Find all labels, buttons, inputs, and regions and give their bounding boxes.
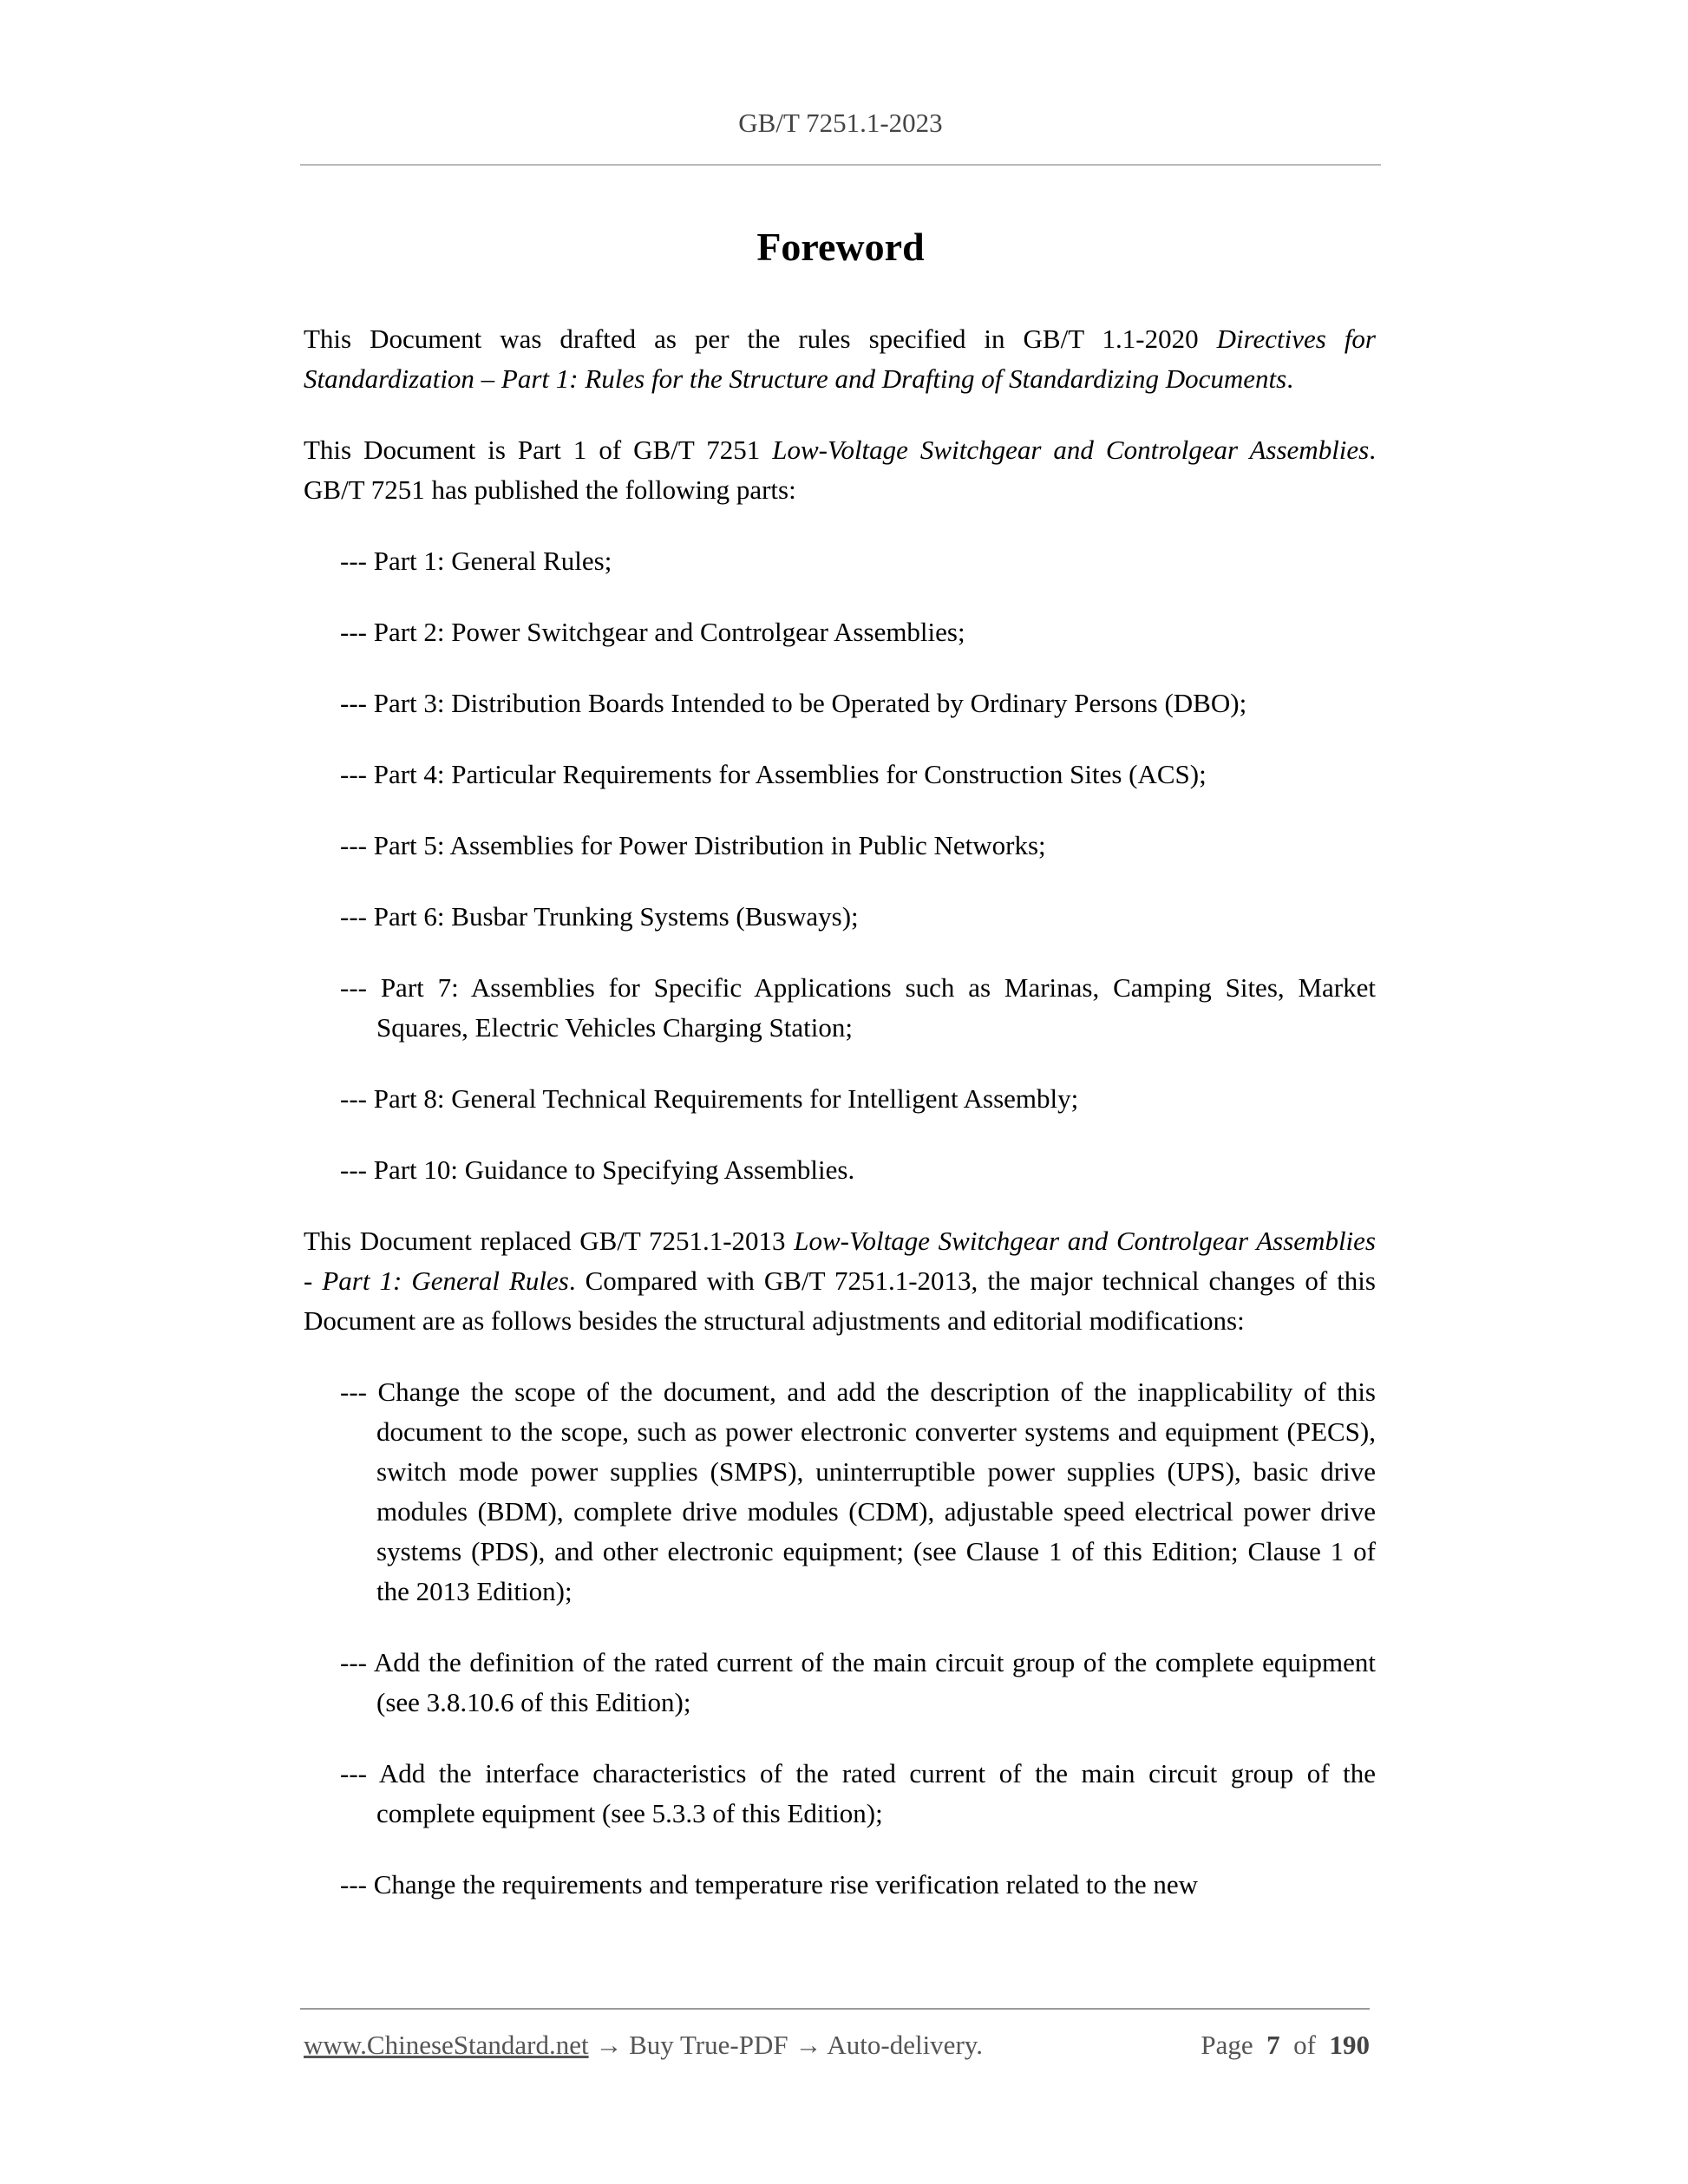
list-item: --- Part 1: General Rules; bbox=[340, 546, 612, 576]
list-item: --- Part 10: Guidance to Specifying Assemblies. bbox=[340, 1154, 855, 1185]
page-of: of bbox=[1293, 2030, 1316, 2060]
list-item: --- Part 2: Power Switchgear and Controlgear Assemblies; bbox=[340, 617, 965, 647]
page-total: 190 bbox=[1329, 2030, 1370, 2060]
list-item: --- Change the scope of the document, and add the description of the inapplicability of this document to the scope, such as power electronic converter systems and equipment (PECS), switch mode power supplies (SMPS), uninterruptible power supplies (UPS), basic drive modules (BDM), complete drive modules (CDM), adjustable speed electrical power drive systems (PDS), and other electronic equipment; (see Clause 1 of this Edition; Clause 1 of the 2013 Edition); bbox=[340, 1376, 1376, 1606]
list-item: --- Part 4: Particular Requirements for Assemblies for Construction Sites (ACS); bbox=[340, 759, 1207, 789]
intro-text: This Document was drafted as per the rules specified in GB/T 1.1-2020 bbox=[304, 324, 1217, 354]
list-item: --- Part 7: Assemblies for Specific Applications such as Marinas, Camping Sites, Market Squares, Electric Vehicles Charging Station; bbox=[340, 972, 1376, 1043]
list-item: --- Part 6: Busbar Trunking Systems (Busways); bbox=[340, 901, 859, 932]
page-number bbox=[1201, 2030, 1370, 2061]
parts-text: This Document is Part 1 of GB/T 7251 bbox=[304, 435, 773, 465]
page-title: Foreword bbox=[756, 225, 925, 269]
page-current: 7 bbox=[1266, 2030, 1280, 2060]
intro-end: . bbox=[1286, 363, 1293, 394]
footer-promo-text: → Buy True-PDF → Auto-delivery. bbox=[588, 2030, 983, 2060]
replacement-text: This Document replaced GB/T 7251.1-2013 bbox=[304, 1226, 795, 1256]
parts-end: . GB/T 7251 has published the following parts: bbox=[304, 435, 1376, 505]
header-divider bbox=[300, 164, 1381, 166]
document-body bbox=[304, 319, 1376, 1936]
website-link[interactable]: www.ChineseStandard.net bbox=[304, 2030, 589, 2060]
list-item: --- Part 5: Assemblies for Power Distribution in Public Networks; bbox=[340, 830, 1046, 860]
list-item: --- Part 8: General Technical Requirements for Intelligent Assembly; bbox=[340, 1083, 1079, 1114]
replacement-paragraph bbox=[304, 1221, 1376, 1341]
footer-promo bbox=[304, 2030, 983, 2061]
list-item: --- Add the definition of the rated current of the main circuit group of the complete equipment (see 3.8.10.6 of this Edition); bbox=[340, 1647, 1376, 1717]
parts-list bbox=[304, 541, 1376, 1190]
changes-list bbox=[304, 1372, 1376, 1905]
footer-divider bbox=[300, 2008, 1370, 2010]
replacement-italic-title: Low-Voltage Switchgear and Controlgear Assemblies - Part 1: General Rules bbox=[304, 1226, 1376, 1296]
document-header: GB/T 7251.1-2023 bbox=[738, 108, 943, 138]
list-item: --- Part 3: Distribution Boards Intended to be Operated by Ordinary Persons (DBO); bbox=[340, 688, 1247, 718]
intro-italic-title: Directives for Standardization – Part 1: Rules for the Structure and Drafting of Standardizing Documents bbox=[304, 324, 1377, 394]
replacement-end: . Compared with GB/T 7251.1-2013, the major technical changes of this Document are as follows besides the structural adjustments and editorial modifications: bbox=[304, 1265, 1376, 1336]
list-item: --- Change the requirements and temperature rise verification related to the new bbox=[340, 1869, 1198, 1900]
list-item: --- Add the interface characteristics of the rated current of the main circuit group of the complete equipment (see 5.3.3 of this Edition); bbox=[340, 1758, 1376, 1828]
intro-paragraph bbox=[304, 319, 1376, 399]
parts-italic-title: Low-Voltage Switchgear and Controlgear Assemblies bbox=[772, 435, 1370, 465]
page-label: Page bbox=[1201, 2030, 1253, 2060]
parts-paragraph bbox=[304, 430, 1376, 510]
